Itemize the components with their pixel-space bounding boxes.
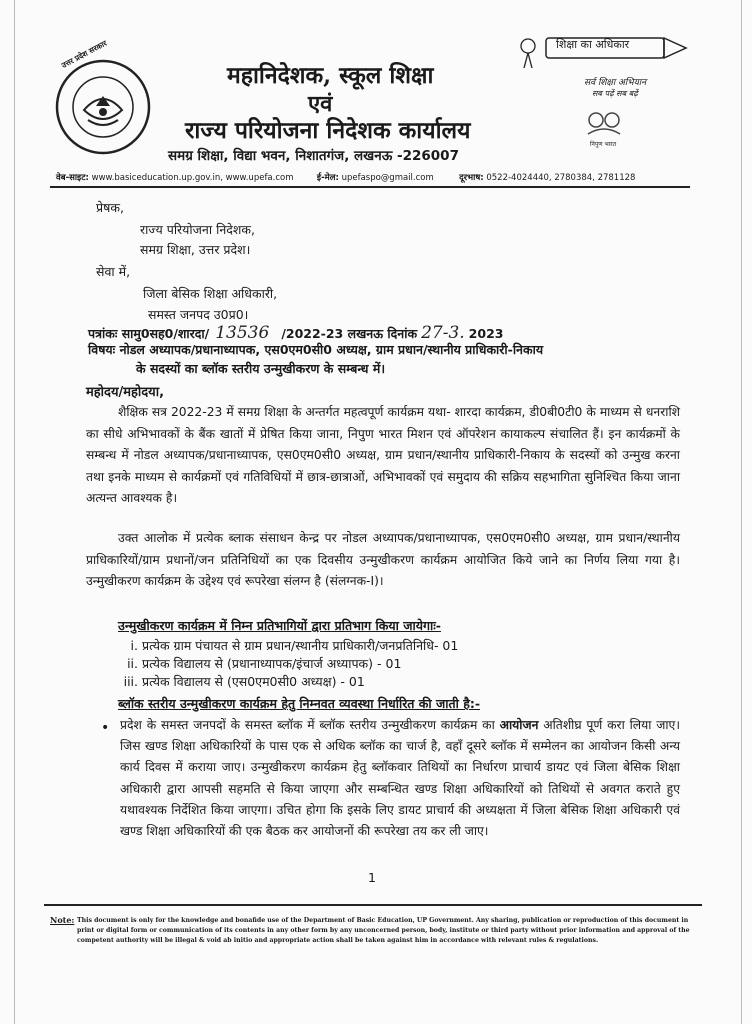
to-line1: जिला बेसिक शिक्षा अधिकारी,: [143, 286, 278, 301]
note-label: Note:: [50, 915, 75, 925]
note-text: This document is only for the knowledge and bonafide use of the Department of Basic Education, UP Government. Any sharing, publication or reproduction of this document in print or digital form or communication of its contents in any other form by any unconcerned person, body, institute or third party without prior information and approval of the competent authority will be illegal & void ab initio and appropriate action shall be taken against him in accordance with relevant rules & regulations.: [77, 917, 690, 944]
participant-num: ii.: [127, 656, 138, 671]
bullet-icon: •: [101, 720, 110, 736]
participant-text: प्रत्येक ग्राम पंचायत से ग्राम प्रधान/स्थानीय प्राधिकारी/जनप्रतिनिधि- 01: [141, 638, 459, 653]
emblem-text: उत्तर प्रदेश सरकार: [60, 38, 109, 70]
bullet-text-part2: अतिशीघ्र पूर्ण करा लिया जाए। जिस खण्ड शिक्षा अधिकारियों के पास एक से अधिक ब्लॉक का चार्ज है, वहाँ दूसरे ब्लॉक में सम्मेलन का आयोजन किसी अन्य कार्य दिवस में कराया जाए। उन्मुखीकरण कार्यक्रम हेतु ब्लॉकवार तिथियों का निर्धारण प्राचार्य डायट एवं जिला बेसिक शिक्षा अधिकारी द्वारा आपसी सहमति से किया जाएगा और सम्बन्धित खण्ड शिक्षा अधिकारियों को तिथियों से अवगत कराते हुए यथावश्यक निर्देशित किया जाएगा। उचित होगा कि इसके लिए डायट प्राचार्य की अध्यक्षता में जिला बेसिक शिक्षा अधिकारी एवं खण्ड शिक्षा अधिकारियों की एक बैठक कर आयोजनों की रूपरेखा तय कर ली जाए।: [120, 718, 680, 839]
participant-item: [118, 637, 458, 654]
header-rule: [50, 186, 690, 188]
from-line1: राज्य परियोजना निदेशक,: [140, 222, 255, 237]
phone-label: दूरभाष:: [459, 173, 484, 183]
footer-rule: [44, 904, 702, 906]
arrangement-heading: ब्लॉक स्तरीय उन्मुखीकरण कार्यक्रम हेतु निम्नवत व्यवस्था निर्धारित की जाती है:-: [118, 696, 481, 711]
ref-year: 2023: [468, 326, 504, 341]
contact-line: [56, 172, 635, 183]
participant-text: प्रत्येक विद्यालय से (प्रधानाध्यापक/इंचार्ज अध्यापक) - 01: [141, 656, 402, 671]
rte-title: शिक्षा का अधिकार: [556, 38, 630, 51]
participant-num: iii.: [123, 674, 138, 689]
subject-text1: नोडल अध्यापक/प्रधानाध्यापक, एस0एम0सी0 अध्यक्ष, ग्राम प्रधान/स्थानीय प्राधिकारी-निकाय: [119, 342, 544, 357]
paragraph-1: शैक्षिक सत्र 2022-23 में समग्र शिक्षा के अन्तर्गत महत्वपूर्ण कार्यक्रम यथा- शारदा कार्यक्रम, डी0बी0टी0 के माध्यम से धनराशि का सीधे अभिभावकों के बैंक खातों में प्रेषित किया जाना, निपुण भारत मिशन एवं ऑपरेशन कायाकल्प संचालित हैं। इन कार्यक्रमों के सम्बन्ध में नोडल अध्यापक/प्रधानाध्यापक, एस0एम0सी0 अध्यक्ष, ग्राम प्रधान/स्थानीय प्राधिकारी-निकाय के सदस्यों को उन्मुख करना तथा इनके माध्यम से कार्यक्रमों एवं गतिविधियों में छात्र-छात्राओं, अभिभावकों एवं समुदाय की सक्रिय सहभागिता सुनिश्चित किया जाना अत्यन्त आवश्यक है।: [86, 405, 680, 505]
rte-sub2: सब पढ़ें सब बढ़ें: [592, 89, 638, 98]
subject-label: विषयः: [88, 342, 116, 357]
subject-line1: [88, 341, 543, 358]
participant-num: i.: [130, 638, 138, 653]
bullet-paragraph: [120, 715, 680, 842]
ref-suffix: /2022-23 लखनऊ दिनांक: [281, 326, 418, 341]
subject-line2: के सदस्यों का ब्लॉक स्तरीय उन्मुखीकरण के सम्बन्ध में।: [136, 361, 386, 376]
nipun-bharat-logo-icon: [582, 108, 626, 138]
participant-text: प्रत्येक विद्यालय से (एस0एम0सी0 अध्यक्ष) - 01: [141, 674, 365, 689]
from-line2: समग्र शिक्षा, उत्तर प्रदेश।: [140, 242, 251, 257]
bullet-bold-word: आयोजन: [499, 718, 539, 732]
from-label: प्रेषक,: [96, 200, 124, 215]
phone-text: 0522-4024440, 2780384, 2781128: [486, 173, 636, 183]
ref-number: 13536: [215, 323, 270, 343]
website-text: www.basiceducation.up.gov.in, www.upefa.com: [91, 173, 294, 183]
header-title-line1: महानिदेशक, स्कूल शिक्षा: [227, 62, 434, 89]
bullet-text-part1: प्रदेश के समस्त जनपदों के समस्त ब्लॉक में ब्लॉक स्तरीय उन्मुखीकरण कार्यक्रम का: [120, 718, 500, 732]
nipun-text: निपुण भारत: [590, 141, 617, 148]
participant-item: [118, 655, 401, 672]
salutation: महोदय/महोदया,: [86, 385, 165, 400]
participants-heading: उन्मुखीकरण कार्यक्रम में निम्न प्रतिभागियों द्वारा प्रतिभाग किया जायेगाः-: [118, 618, 441, 633]
header-title-line3: राज्य परियोजना निदेशक कार्यालय: [185, 117, 471, 144]
reference-line: [88, 323, 503, 343]
header-address: समग्र शिक्षा, विद्या भवन, निशातगंज, लखनऊ -226007: [168, 148, 459, 164]
to-label: सेवा में,: [96, 264, 131, 279]
page-number: 1: [368, 870, 376, 885]
rte-sub1: सर्व शिक्षा अभियान: [584, 78, 647, 88]
website-label: वेब-साइट:: [56, 173, 89, 183]
up-government-emblem: [54, 58, 152, 156]
email-text: upefaspo@gmail.com: [341, 173, 434, 183]
ref-prefix: पत्रांकः सामु0सह0/शारदा/: [88, 326, 210, 341]
ref-day: 27-3.: [421, 323, 465, 343]
participant-item: [118, 673, 365, 690]
paragraph-2: उक्त आलोक में प्रत्येक ब्लाक संसाधन केन्द्र पर नोडल अध्यापक/प्रधानाध्यापक, एस0एम0सी0 अध्यक्ष, ग्राम प्रधान/स्थानीय प्राधिकारियों/ग्राम प्रधानों/जन प्रतिनिधियों का एक दिवसीय उन्मुखीकरण कार्यक्रम आयोजित किये जाने का निर्णय लिया गया है। उन्मुखीकरण कार्यक्रम के उद्देश्य एवं रूपरेखा संलग्न है (संलग्नक-I)।: [86, 531, 680, 588]
to-line2: समस्त जनपद उ0प्र0।: [148, 307, 249, 322]
header-title-line2: एवं: [308, 91, 333, 117]
email-label: ई-मेल:: [316, 173, 339, 183]
